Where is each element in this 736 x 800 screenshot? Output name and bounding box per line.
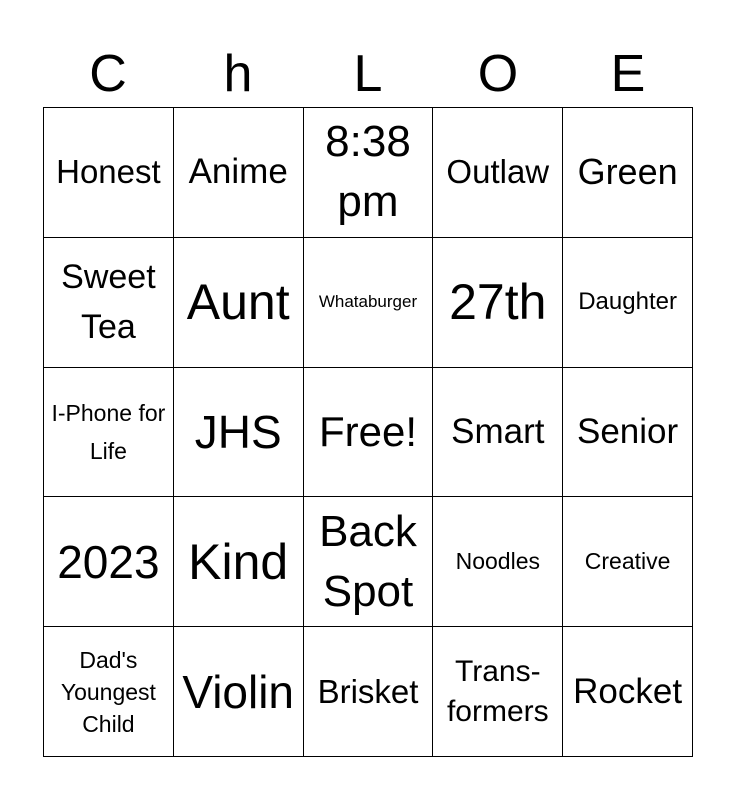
bingo-cell[interactable]: Green (563, 108, 693, 238)
header-letter: C (89, 45, 127, 103)
bingo-cell[interactable]: Senior (563, 368, 693, 498)
bingo-cell[interactable]: Kind (174, 497, 304, 627)
header-letter: O (477, 45, 519, 103)
bingo-grid (43, 107, 693, 757)
bingo-cell[interactable]: 2023 (44, 497, 174, 627)
bingo-cell[interactable]: 8:38 pm (304, 108, 434, 238)
bingo-cell[interactable]: Noodles (433, 497, 563, 627)
header-letter: E (610, 45, 646, 103)
bingo-cell[interactable]: Outlaw (433, 108, 563, 238)
header-letter: h (223, 45, 253, 103)
bingo-cell[interactable]: Aunt (174, 238, 304, 368)
bingo-cell[interactable]: Brisket (304, 627, 434, 757)
bingo-cell[interactable]: Trans-formers (433, 627, 563, 757)
bingo-cell[interactable]: Rocket (563, 627, 693, 757)
bingo-header (43, 40, 693, 108)
bingo-cell[interactable]: Violin (174, 627, 304, 757)
header-letter: L (353, 45, 383, 103)
bingo-cell[interactable]: JHS (174, 368, 304, 498)
bingo-cell[interactable]: Daughter (563, 238, 693, 368)
bingo-cell[interactable]: Whataburger (304, 238, 434, 368)
bingo-cell[interactable]: Honest (44, 108, 174, 238)
bingo-cell[interactable]: Free! (304, 368, 434, 498)
bingo-cell[interactable]: Dad's Youngest Child (44, 627, 174, 757)
bingo-cell[interactable]: Back Spot (304, 497, 434, 627)
bingo-cell[interactable]: I-Phone for Life (44, 368, 174, 498)
bingo-cell[interactable]: Smart (433, 368, 563, 498)
bingo-cell[interactable]: Anime (174, 108, 304, 238)
bingo-cell[interactable]: 27th (433, 238, 563, 368)
bingo-cell[interactable]: Creative (563, 497, 693, 627)
bingo-cell[interactable]: Sweet Tea (44, 238, 174, 368)
